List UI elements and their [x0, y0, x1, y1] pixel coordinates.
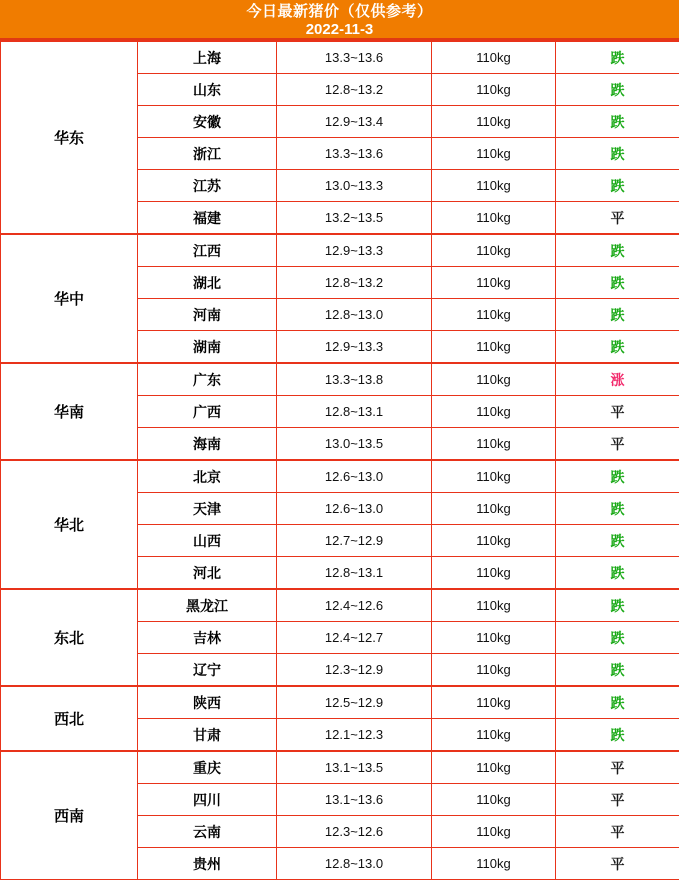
page-title: 今日最新猪价（仅供参考）	[0, 0, 679, 21]
trend-cell: 平	[556, 428, 679, 461]
weight-cell: 110kg	[432, 589, 556, 622]
weight-cell: 110kg	[432, 363, 556, 396]
trend-cell: 跌	[556, 267, 679, 299]
price-cell: 12.6~13.0	[277, 493, 432, 525]
weight-cell: 110kg	[432, 428, 556, 461]
trend-cell: 跌	[556, 460, 679, 493]
price-cell: 13.0~13.5	[277, 428, 432, 461]
trend-cell: 平	[556, 396, 679, 428]
weight-cell: 110kg	[432, 41, 556, 74]
trend-cell: 跌	[556, 654, 679, 687]
province-cell: 湖北	[138, 267, 277, 299]
province-cell: 福建	[138, 202, 277, 235]
province-cell: 云南	[138, 816, 277, 848]
price-cell: 12.8~13.2	[277, 267, 432, 299]
province-cell: 上海	[138, 41, 277, 74]
province-cell: 河北	[138, 557, 277, 590]
region-cell: 华中	[1, 234, 138, 363]
trend-cell: 平	[556, 848, 679, 880]
trend-cell: 跌	[556, 41, 679, 74]
price-cell: 12.8~13.2	[277, 74, 432, 106]
weight-cell: 110kg	[432, 299, 556, 331]
price-cell: 13.1~13.6	[277, 784, 432, 816]
weight-cell: 110kg	[432, 460, 556, 493]
province-cell: 辽宁	[138, 654, 277, 687]
price-cell: 13.3~13.8	[277, 363, 432, 396]
price-cell: 12.9~13.4	[277, 106, 432, 138]
trend-cell: 跌	[556, 74, 679, 106]
province-cell: 北京	[138, 460, 277, 493]
province-cell: 重庆	[138, 751, 277, 784]
weight-cell: 110kg	[432, 267, 556, 299]
province-cell: 广西	[138, 396, 277, 428]
price-cell: 13.0~13.3	[277, 170, 432, 202]
region-cell: 西北	[1, 686, 138, 751]
price-cell: 12.7~12.9	[277, 525, 432, 557]
table-row	[1, 460, 679, 493]
trend-cell: 跌	[556, 589, 679, 622]
province-cell: 河南	[138, 299, 277, 331]
trend-cell: 跌	[556, 525, 679, 557]
price-cell: 12.1~12.3	[277, 719, 432, 752]
price-cell: 12.4~12.6	[277, 589, 432, 622]
price-cell: 12.8~13.1	[277, 557, 432, 590]
weight-cell: 110kg	[432, 202, 556, 235]
region-cell: 华北	[1, 460, 138, 589]
province-cell: 江苏	[138, 170, 277, 202]
trend-cell: 跌	[556, 557, 679, 590]
trend-cell: 跌	[556, 234, 679, 267]
region-cell: 华南	[1, 363, 138, 460]
trend-cell: 跌	[556, 299, 679, 331]
trend-cell: 跌	[556, 719, 679, 752]
trend-cell: 平	[556, 751, 679, 784]
table-row	[1, 686, 679, 719]
province-cell: 陕西	[138, 686, 277, 719]
weight-cell: 110kg	[432, 719, 556, 752]
trend-cell: 跌	[556, 686, 679, 719]
price-cell: 12.4~12.7	[277, 622, 432, 654]
trend-cell: 跌	[556, 138, 679, 170]
weight-cell: 110kg	[432, 751, 556, 784]
province-cell: 浙江	[138, 138, 277, 170]
region-cell: 东北	[1, 589, 138, 686]
region-cell: 华东	[1, 41, 138, 234]
price-cell: 13.3~13.6	[277, 138, 432, 170]
trend-cell: 跌	[556, 106, 679, 138]
trend-cell: 平	[556, 816, 679, 848]
province-cell: 贵州	[138, 848, 277, 880]
price-cell: 13.1~13.5	[277, 751, 432, 784]
province-cell: 四川	[138, 784, 277, 816]
date-label: 2022-11-3	[0, 21, 679, 40]
weight-cell: 110kg	[432, 138, 556, 170]
weight-cell: 110kg	[432, 557, 556, 590]
price-cell: 12.5~12.9	[277, 686, 432, 719]
price-cell: 12.8~13.1	[277, 396, 432, 428]
weight-cell: 110kg	[432, 816, 556, 848]
weight-cell: 110kg	[432, 525, 556, 557]
table-row	[1, 234, 679, 267]
price-cell: 13.3~13.6	[277, 41, 432, 74]
table-row	[1, 41, 679, 74]
price-cell: 13.2~13.5	[277, 202, 432, 235]
table-body	[1, 41, 679, 880]
province-cell: 吉林	[138, 622, 277, 654]
weight-cell: 110kg	[432, 170, 556, 202]
price-cell: 12.6~13.0	[277, 460, 432, 493]
price-cell: 12.3~12.6	[277, 816, 432, 848]
price-cell: 12.8~13.0	[277, 848, 432, 880]
province-cell: 安徽	[138, 106, 277, 138]
region-cell: 西南	[1, 751, 138, 880]
province-cell: 山东	[138, 74, 277, 106]
weight-cell: 110kg	[432, 493, 556, 525]
table-row	[1, 363, 679, 396]
province-cell: 广东	[138, 363, 277, 396]
pig-price-table	[0, 40, 679, 880]
province-cell: 黑龙江	[138, 589, 277, 622]
trend-cell: 平	[556, 202, 679, 235]
province-cell: 天津	[138, 493, 277, 525]
trend-cell: 跌	[556, 331, 679, 364]
province-cell: 湖南	[138, 331, 277, 364]
province-cell: 山西	[138, 525, 277, 557]
price-cell: 12.3~12.9	[277, 654, 432, 687]
weight-cell: 110kg	[432, 848, 556, 880]
weight-cell: 110kg	[432, 784, 556, 816]
table-row	[1, 589, 679, 622]
weight-cell: 110kg	[432, 234, 556, 267]
province-cell: 海南	[138, 428, 277, 461]
province-cell: 江西	[138, 234, 277, 267]
trend-cell: 平	[556, 784, 679, 816]
weight-cell: 110kg	[432, 654, 556, 687]
trend-cell: 跌	[556, 493, 679, 525]
table-row	[1, 751, 679, 784]
price-cell: 12.8~13.0	[277, 299, 432, 331]
weight-cell: 110kg	[432, 396, 556, 428]
weight-cell: 110kg	[432, 622, 556, 654]
weight-cell: 110kg	[432, 686, 556, 719]
trend-cell: 跌	[556, 622, 679, 654]
trend-cell: 跌	[556, 170, 679, 202]
province-cell: 甘肃	[138, 719, 277, 752]
trend-cell: 涨	[556, 363, 679, 396]
weight-cell: 110kg	[432, 74, 556, 106]
price-cell: 12.9~13.3	[277, 234, 432, 267]
weight-cell: 110kg	[432, 106, 556, 138]
price-cell: 12.9~13.3	[277, 331, 432, 364]
weight-cell: 110kg	[432, 331, 556, 364]
